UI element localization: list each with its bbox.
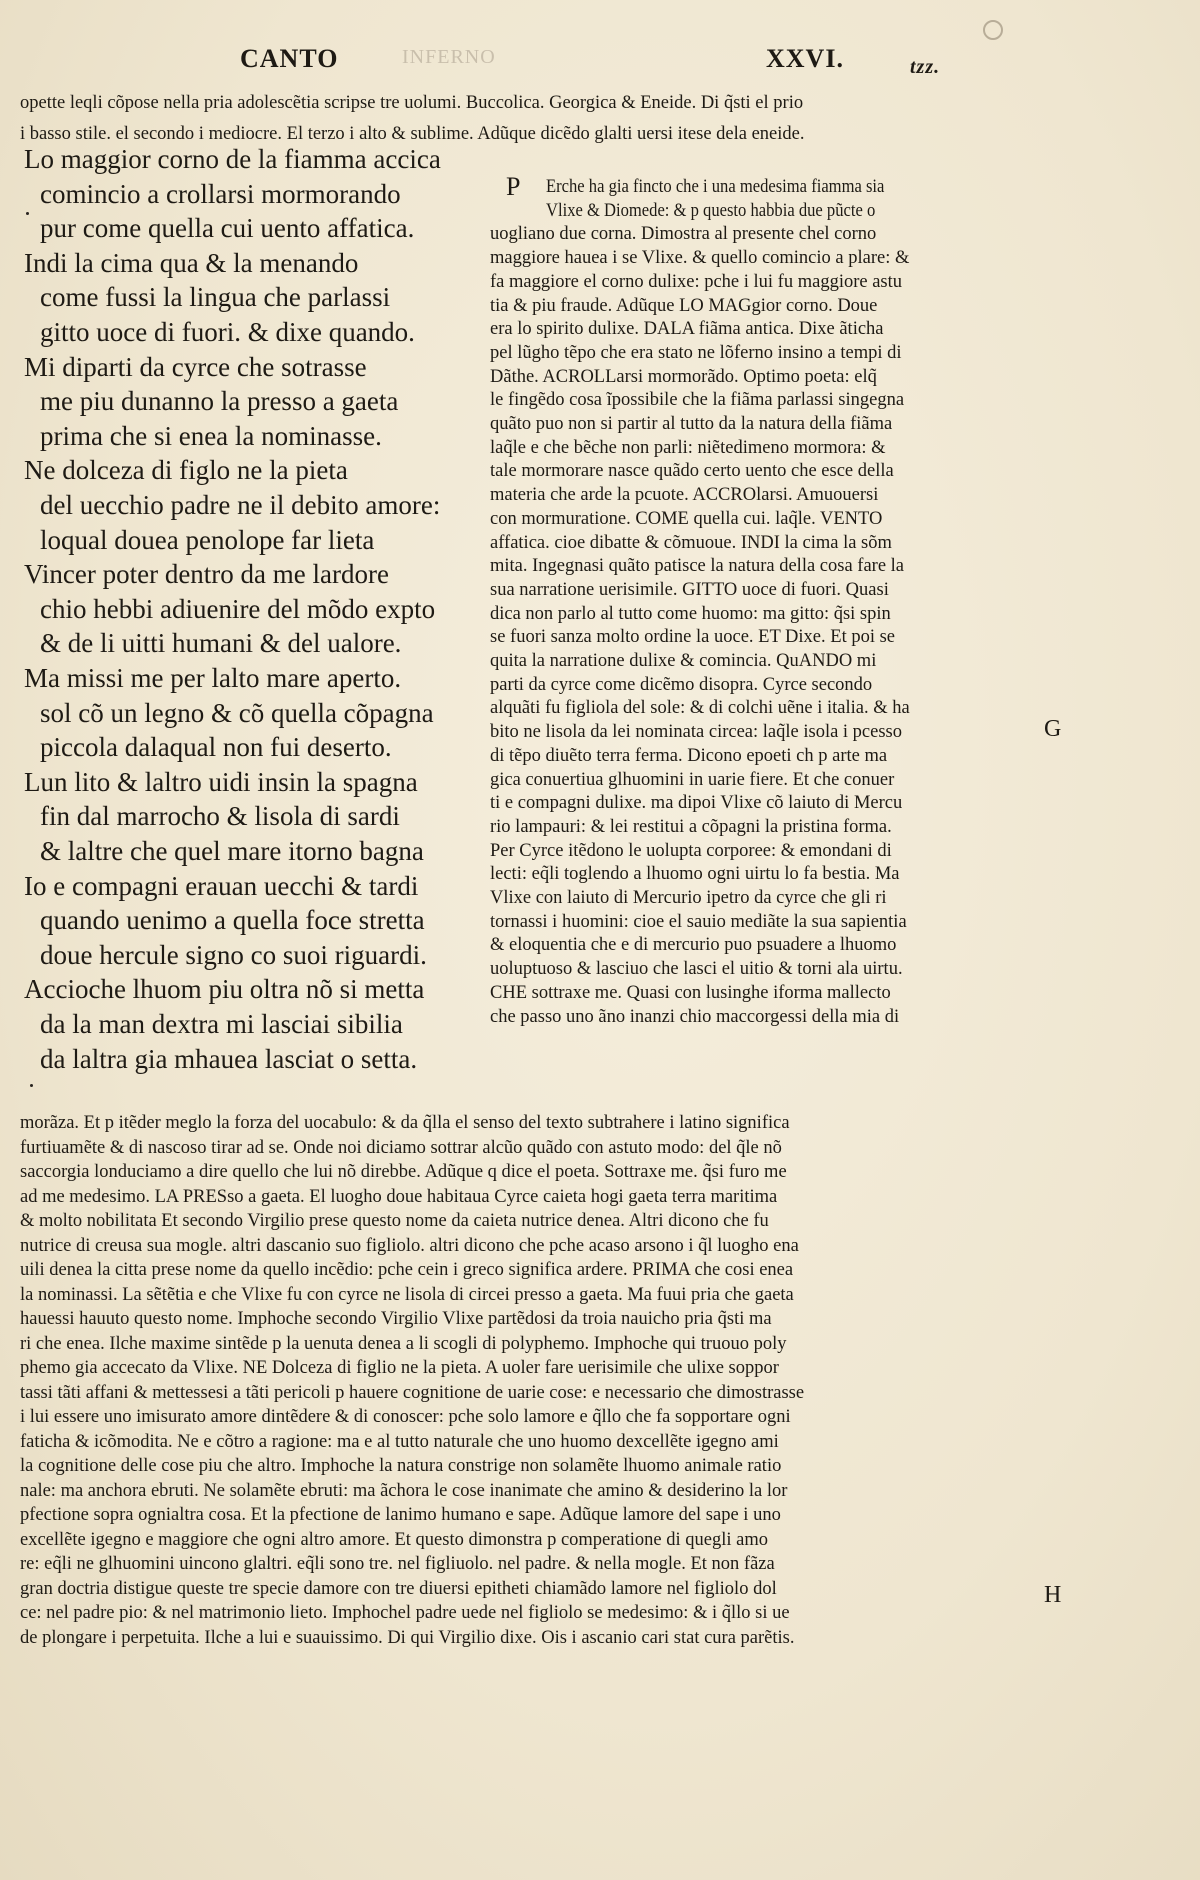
margin-letter-g: G — [1044, 716, 1062, 742]
verse-line: da la man dextra mi lasciai sibilia — [40, 1009, 403, 1039]
commentary-line: laq̃le e che bẽche non parli: niẽtedimeno mormora: & — [490, 437, 886, 458]
commentary-line: tale mormorare nasce quãdo certo uento che esce della — [490, 461, 894, 482]
verse-line: Io e compagni erauan uecchi & tardi — [24, 870, 419, 901]
verse-line: Mi diparti da cyrce che sotrasse — [24, 351, 367, 382]
commentary-line: dica non parlo al tutto come huomo: ma gitto: q̃si spin — [490, 603, 891, 624]
canto-number: XXVI. — [766, 44, 844, 73]
verse-line: pur come quella cui uento affatica. — [40, 213, 415, 244]
full-width-line: & molto nobilitata Et secondo Virgilio prese questo nome da caieta nutrice denea. Altri dicono che fu — [20, 1211, 769, 1231]
commentary-line: maggiore hauea i se Vlixe. & quello comincio a plare: & — [490, 248, 910, 269]
verse-line: prima che si enea la nominasse. — [40, 420, 382, 451]
commentary-line: fa maggiore el corno dulixe: pche i lui fu maggiore astu — [490, 271, 903, 292]
verse-line: Indi la cima qua & la menando — [24, 247, 359, 278]
stamp-mark — [983, 20, 1003, 40]
full-width-line: faticha & icõmodita. Ne e cõtro a ragione: ma e al tutto naturale che uno huomo dexcellẽte igegno ami — [20, 1431, 779, 1452]
full-width-line: nale: ma anchora ebruti. Ne solamẽte ebruti: ma ãchora le cose inanimate che amino & desiderino la lor — [20, 1480, 788, 1501]
verse-line: sol cõ un legno & cõ quella cõpagna — [40, 697, 434, 728]
full-width-line: furtiuamẽte & di nascoso tirar ad se. Onde noi diciamo sottrar alcũo quãdo con astuto modo: del q̃le nõ — [20, 1137, 782, 1158]
commentary-line: che passo uno ãno inanzi chio maccorgessi della mia di — [490, 1006, 900, 1027]
commentary-line: tornassi i huomini: cioe el sauio mediãte la sua sapientia — [490, 911, 907, 932]
full-width-line: de plongare i perpetuita. Ilche a lui e suauissimo. Di qui Virgilio dixe. Ois i ascanio cari stat cura parẽtis. — [20, 1627, 795, 1648]
commentary-line: era lo spirito dulixe. DALA fiãma antica. Dixe ãticha — [490, 319, 884, 340]
commentary-line: gica conuertiua glhuomini in uarie fiere. Et che conuer — [490, 769, 895, 790]
commentary-line: bito ne lisola da lei nominata circea: laq̃le isola i pcesso — [490, 722, 903, 743]
verse-line: da laltra gia mhauea lasciat o setta. — [40, 1043, 418, 1074]
commentary-line: Erche ha gia fincto che i una medesima fiamma sia — [546, 177, 885, 197]
margin-dot — [26, 212, 29, 215]
folio-number: tzz. — [910, 56, 941, 78]
commentary-line: uogliano due corna. Dimostra al presente chel corno — [490, 224, 877, 245]
commentary-line: alquãti fu figliola del sole: & di colchi uẽne i italia. & ha — [490, 698, 910, 719]
full-width-line: pfectione sopra ognialtra cosa. Et la pfectione de lanimo humano e sape. Adũque lamore del sape i uno — [20, 1505, 781, 1525]
commentary-line: le fingẽdo cosa ĩpossibile che la fiãma parlassi singegna — [490, 390, 905, 411]
commentary-line: rio lampauri: & lei restitui a cõpagni la pristina forma. — [490, 816, 892, 837]
full-width-line: la cognitione delle cose piu che altro. Imphoche la natura constrige non solamẽte lhuomo animale ratio — [20, 1456, 782, 1476]
commentary-line: uoluptuoso & lasciuo che lasci el uitio & torni ala uirtu. — [490, 959, 903, 980]
commentary-line: quãto puo non si partir al tutto da la natura della fiãma — [490, 414, 893, 434]
full-width-line: i lui essere uno imisurato amore dintẽdere & di conoscer: pche solo lamore e q̃llo che fa sopportare ogni — [20, 1407, 791, 1427]
commentary-line: se fuori sanza molto ordine la uoce. ET Dixe. Et poi se — [490, 627, 896, 648]
verse-line: & de li uitti humani & del ualore. — [40, 628, 402, 659]
commentary-line: Dãthe. ACROLLarsi mormorãdo. Optimo poeta: elq̃ — [490, 366, 877, 387]
verse-line: piccola dalaqual non fui deserto. — [40, 732, 392, 763]
verse-line: doue hercule signo co suoi riguardi. — [40, 939, 427, 970]
full-width-line: uili denea la citta prese nome da quello incẽdio: pche cein i greco significa ardere. PRIMA che cosi enea — [20, 1260, 794, 1280]
commentary-line: parti da cyrce come dicẽmo disopra. Cyrce secondo — [490, 674, 873, 695]
commentary-line: Vlixe & Diomede: & p questo habbia due pũcte o — [546, 200, 876, 221]
full-width-line: hauessi hauuto questo nome. Imphoche secondo Virgilio Vlixe partẽdosi da troia nauicho pria q̃sti ma — [20, 1309, 772, 1329]
full-width-line: saccorgia londuciamo a dire quello che lui nõ direbbe. Adũque q dice el poeta. Sottraxe me. q̃si furo me — [20, 1162, 787, 1182]
commentary-line: affatica. cioe dibatte & cõmuoue. INDI la cima la sõm — [490, 532, 892, 553]
verse-line: come fussi la lingua che parlassi — [40, 282, 391, 313]
verse-line: Accioche lhuom piu oltra nõ si metta — [24, 974, 425, 1005]
verse-line: del uecchio padre ne il debito amore: — [40, 490, 441, 520]
full-width-line: ri che enea. Ilche maxime sintẽde p la uenuta denea a li scogli di polyphemo. Imphoche qui truouo poly — [20, 1333, 787, 1354]
commentary-line: materia che arde la pcuote. ACCROlarsi. Amuouersi — [490, 485, 879, 506]
commentary-line: ti e compagni dulixe. ma dipoi Vlixe cõ laiuto di Mercu — [490, 793, 903, 814]
full-width-line: nutrice di creusa sua mogle. altri dascanio suo figliolo. altri dicono che pche acaso arsono i q̃l luogho ena — [20, 1235, 799, 1256]
full-width-line: phemo gia accecato da Vlixe. NE Dolceza di figlio ne la pieta. A uoler fare uerisimile che ulixe soppor — [20, 1358, 779, 1378]
verse-line: me piu dunanno la presso a gaeta — [40, 386, 399, 417]
commentary-line: mita. Ingegnasi quãto patisce la natura della cosa fare la — [490, 556, 905, 577]
verse-line: fin dal marrocho & lisola di sardi — [40, 801, 400, 832]
commentary-line: sua narratione uerisimile. GITTO uoce di fuori. Quasi — [490, 579, 889, 600]
margin-letter-h: H — [1044, 1582, 1062, 1608]
verse-line: Lo maggior corno de la fiamma accica — [24, 144, 441, 174]
verse-line: loqual douea penolope far lieta — [40, 524, 375, 555]
full-width-line: morãza. Et p itẽder meglo la forza del uocabulo: & da q̃lla el senso del texto subtrahere i latino significa — [20, 1113, 790, 1133]
verse-line: Lun lito & laltro uidi insin la spagna — [24, 766, 418, 797]
full-width-line: la nominassi. La sẽtẽtia e che Vlixe fu con cyrce ne lisola di circei presso a gaeta. Ma fuui pria che gaeta — [20, 1284, 794, 1305]
intro-line: opette leqli cõpose nella pria adolescẽtia scripse tre uolumi. Buccolica. Georgica & Eneide. Di q̃sti el prio — [20, 93, 804, 113]
full-width-line: ad me medesimo. LA PRESso a gaeta. El luogho doue habitaua Cyrce caieta hogi gaeta terra maritima — [20, 1186, 778, 1207]
commentary-line: tia & piu fraude. Adũque LO MAGgior corno. Doue — [490, 295, 878, 316]
verse-line: gitto uoce di fuori. & dixe quando. — [40, 317, 415, 347]
commentary-line: quita la narratione dulixe & comincia. QuANDO mi — [490, 651, 877, 671]
full-width-line: tassi tãti affani & mettessesi a tãti pericoli p hauere cognitione de uarie cose: e necessario che dimostrasse — [20, 1382, 805, 1403]
commentary-line: & eloquentia che e di mercurio puo psuadere a lhuomo — [490, 935, 897, 956]
commentary-line: Vlixe con laiuto di Mercurio ipetro da cyrce che gli ri — [490, 888, 887, 908]
verse-line: chio hebbi adiuenire del mõdo expto — [40, 593, 436, 624]
margin-dot — [30, 1084, 33, 1087]
show-through-head: INFERNO — [402, 46, 496, 68]
verse-line: Ma missi me per lalto mare aperto. — [24, 663, 402, 693]
full-width-line: re: eq̃li ne glhuomini uincono glaltri. eq̃li sono tre. nel figliuolo. nel padre. & nella mogle. Et non fãza — [20, 1554, 775, 1574]
verse-line: quando uenimo a quella foce stretta — [40, 905, 425, 936]
commentary-line: di tẽpo diuẽto terra ferma. Dicono epoeti ch p arte ma — [490, 745, 888, 766]
commentary-line: con mormuratione. COME quella cui. laq̃le. VENTO — [490, 508, 883, 529]
full-width-line: excellẽte igegno e maggiore che ogni altro amore. Et questo dimonstra p comperatione di quegli amo — [20, 1529, 768, 1550]
commentary-initial: P — [506, 172, 521, 201]
running-head-canto: CANTO — [240, 44, 339, 73]
verse-line: & laltre che quel mare itorno bagna — [40, 836, 424, 866]
full-width-line: ce: nel padre pio: & nel matrimonio lieto. Imphochel padre uede nel figliolo se medesimo: & i q̃llo si ue — [20, 1603, 790, 1623]
commentary-line: Per Cyrce itẽdono le uolupta corporee: & emondani di — [490, 840, 892, 861]
verse-line: comincio a crollarsi mormorando — [40, 178, 401, 209]
verse-line: Ne dolceza di figlo ne la pieta — [24, 455, 348, 486]
commentary-line: pel lũgho tẽpo che era stato ne lõferno insino a tempi di — [490, 342, 902, 363]
commentary-line: CHE sottraxe me. Quasi con lusinghe iforma mallecto — [490, 982, 891, 1003]
commentary-line: lecti: eq̃li toglendo a lhuomo ogni uirtu lo fa bestia. Ma — [490, 864, 900, 885]
intro-line: i basso stile. el secondo i mediocre. El terzo i alto & sublime. Adũque dicẽdo glalti uersi itese dela eneide. — [20, 124, 805, 144]
full-width-line: gran doctria distigue queste tre specie damore con tre diuersi epitheti chiamãdo lamore nel figliolo dol — [20, 1578, 777, 1599]
verse-line: Vincer poter dentro da me lardore — [24, 559, 389, 590]
